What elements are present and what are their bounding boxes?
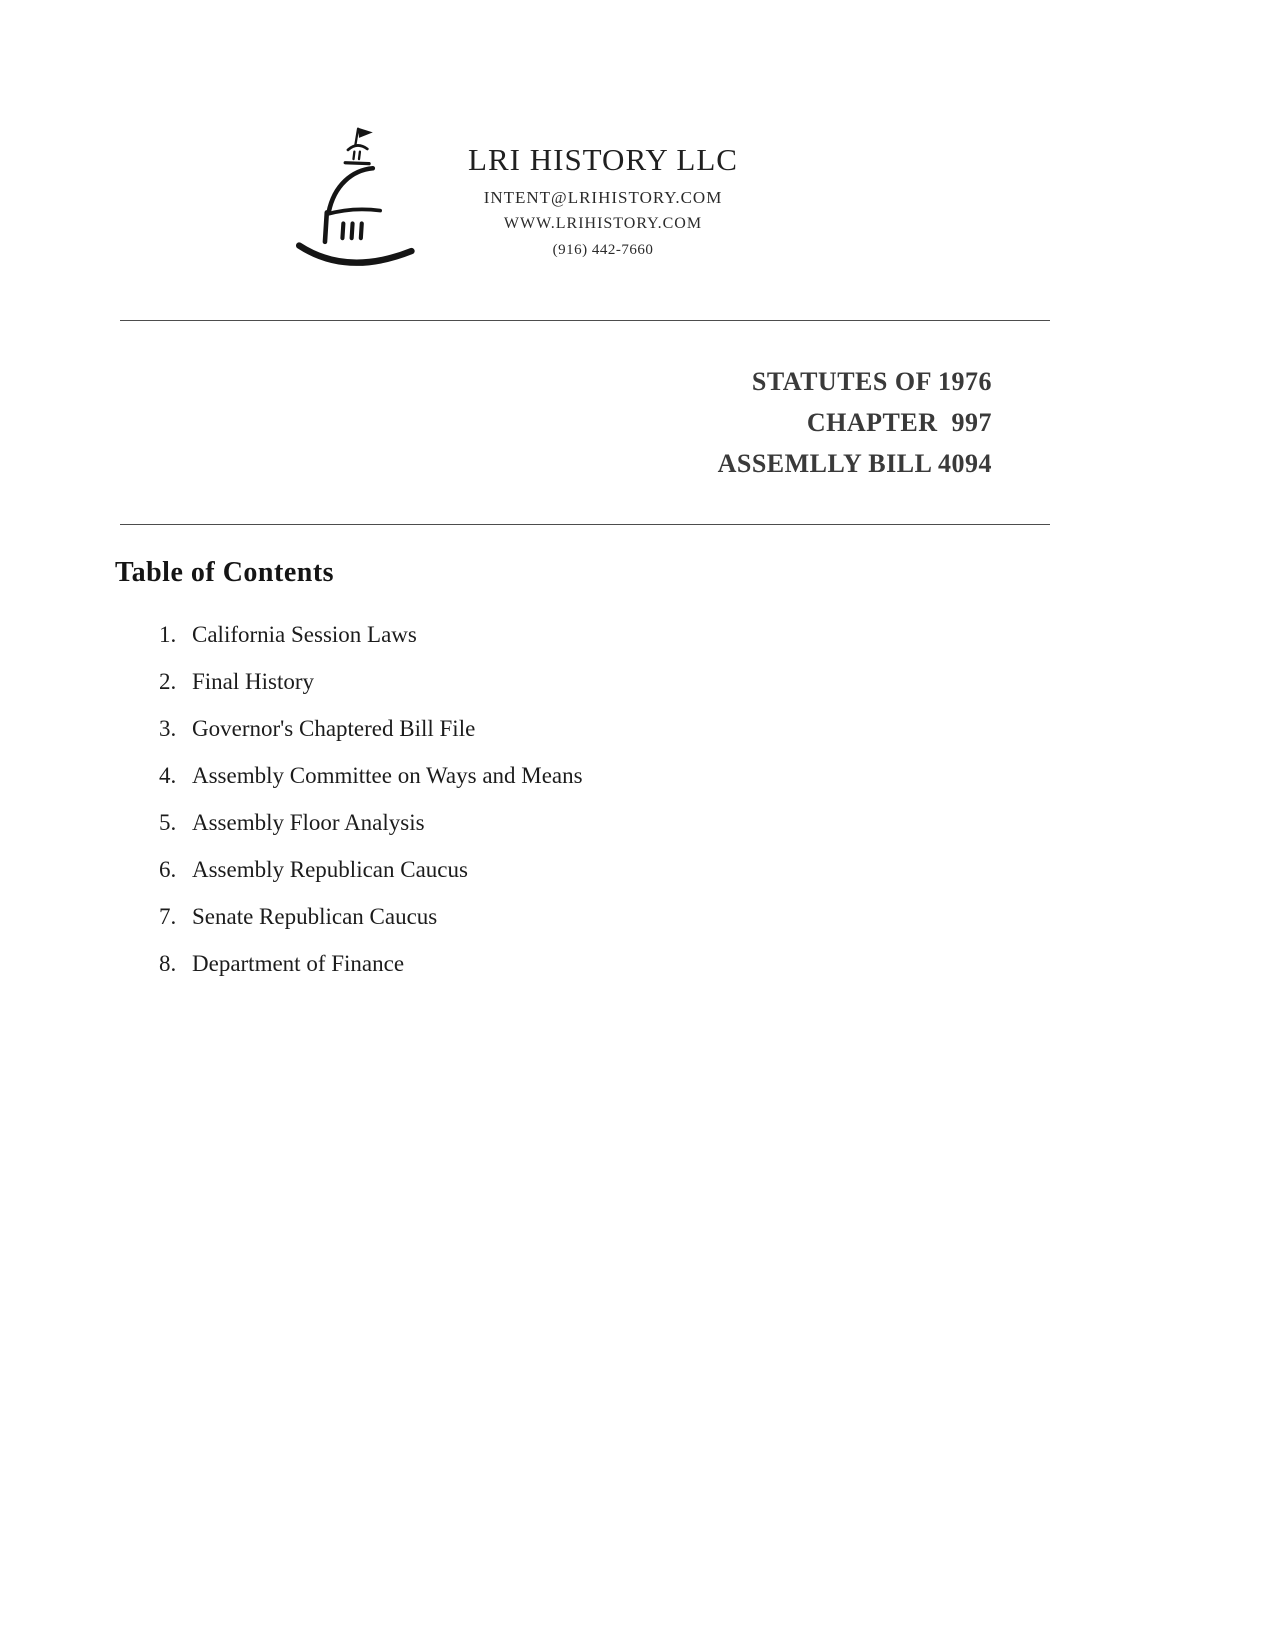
company-name: LRI HISTORY LLC [468, 142, 738, 177]
capitol-logo-icon [290, 120, 428, 280]
chapter-line: CHAPTER 997 [806, 408, 992, 437]
toc-item [182, 811, 1276, 835]
bill-line: ASSEMLLY BILL 4094 [717, 449, 992, 478]
letterhead [120, 0, 1276, 280]
toc-item [182, 717, 1276, 741]
company-info-block [448, 120, 758, 259]
title-block [120, 361, 1050, 484]
statutes-line: STATUTES OF 1976 [751, 367, 992, 396]
company-phone: (916) 442-7660 [552, 242, 654, 258]
toc-item [182, 905, 1276, 929]
divider-top [120, 320, 1050, 321]
toc-item [182, 952, 1276, 976]
toc-item-label: California Session Laws [192, 622, 417, 647]
toc-item-label: Governor's Chaptered Bill File [192, 716, 476, 741]
toc-item [182, 764, 1276, 788]
toc-list [120, 623, 1276, 976]
toc-item-label: Senate Republican Caucus [192, 904, 438, 929]
toc-item [182, 858, 1276, 882]
toc-item-label: Assembly Republican Caucus [192, 857, 468, 882]
toc-item-label: Final History [192, 669, 315, 694]
toc-item-label: Assembly Floor Analysis [192, 810, 425, 835]
company-website: WWW.LRIHISTORY.COM [503, 215, 703, 232]
toc-item-label: Department of Finance [192, 951, 405, 976]
toc-item-label: Assembly Committee on Ways and Means [192, 763, 583, 788]
table-of-contents [115, 557, 1276, 976]
company-email: INTENT@LRIHISTORY.COM [483, 188, 723, 207]
toc-item [182, 670, 1276, 694]
divider-bottom [120, 524, 1050, 525]
toc-item [182, 623, 1276, 647]
toc-heading: Table of Contents [115, 557, 335, 588]
